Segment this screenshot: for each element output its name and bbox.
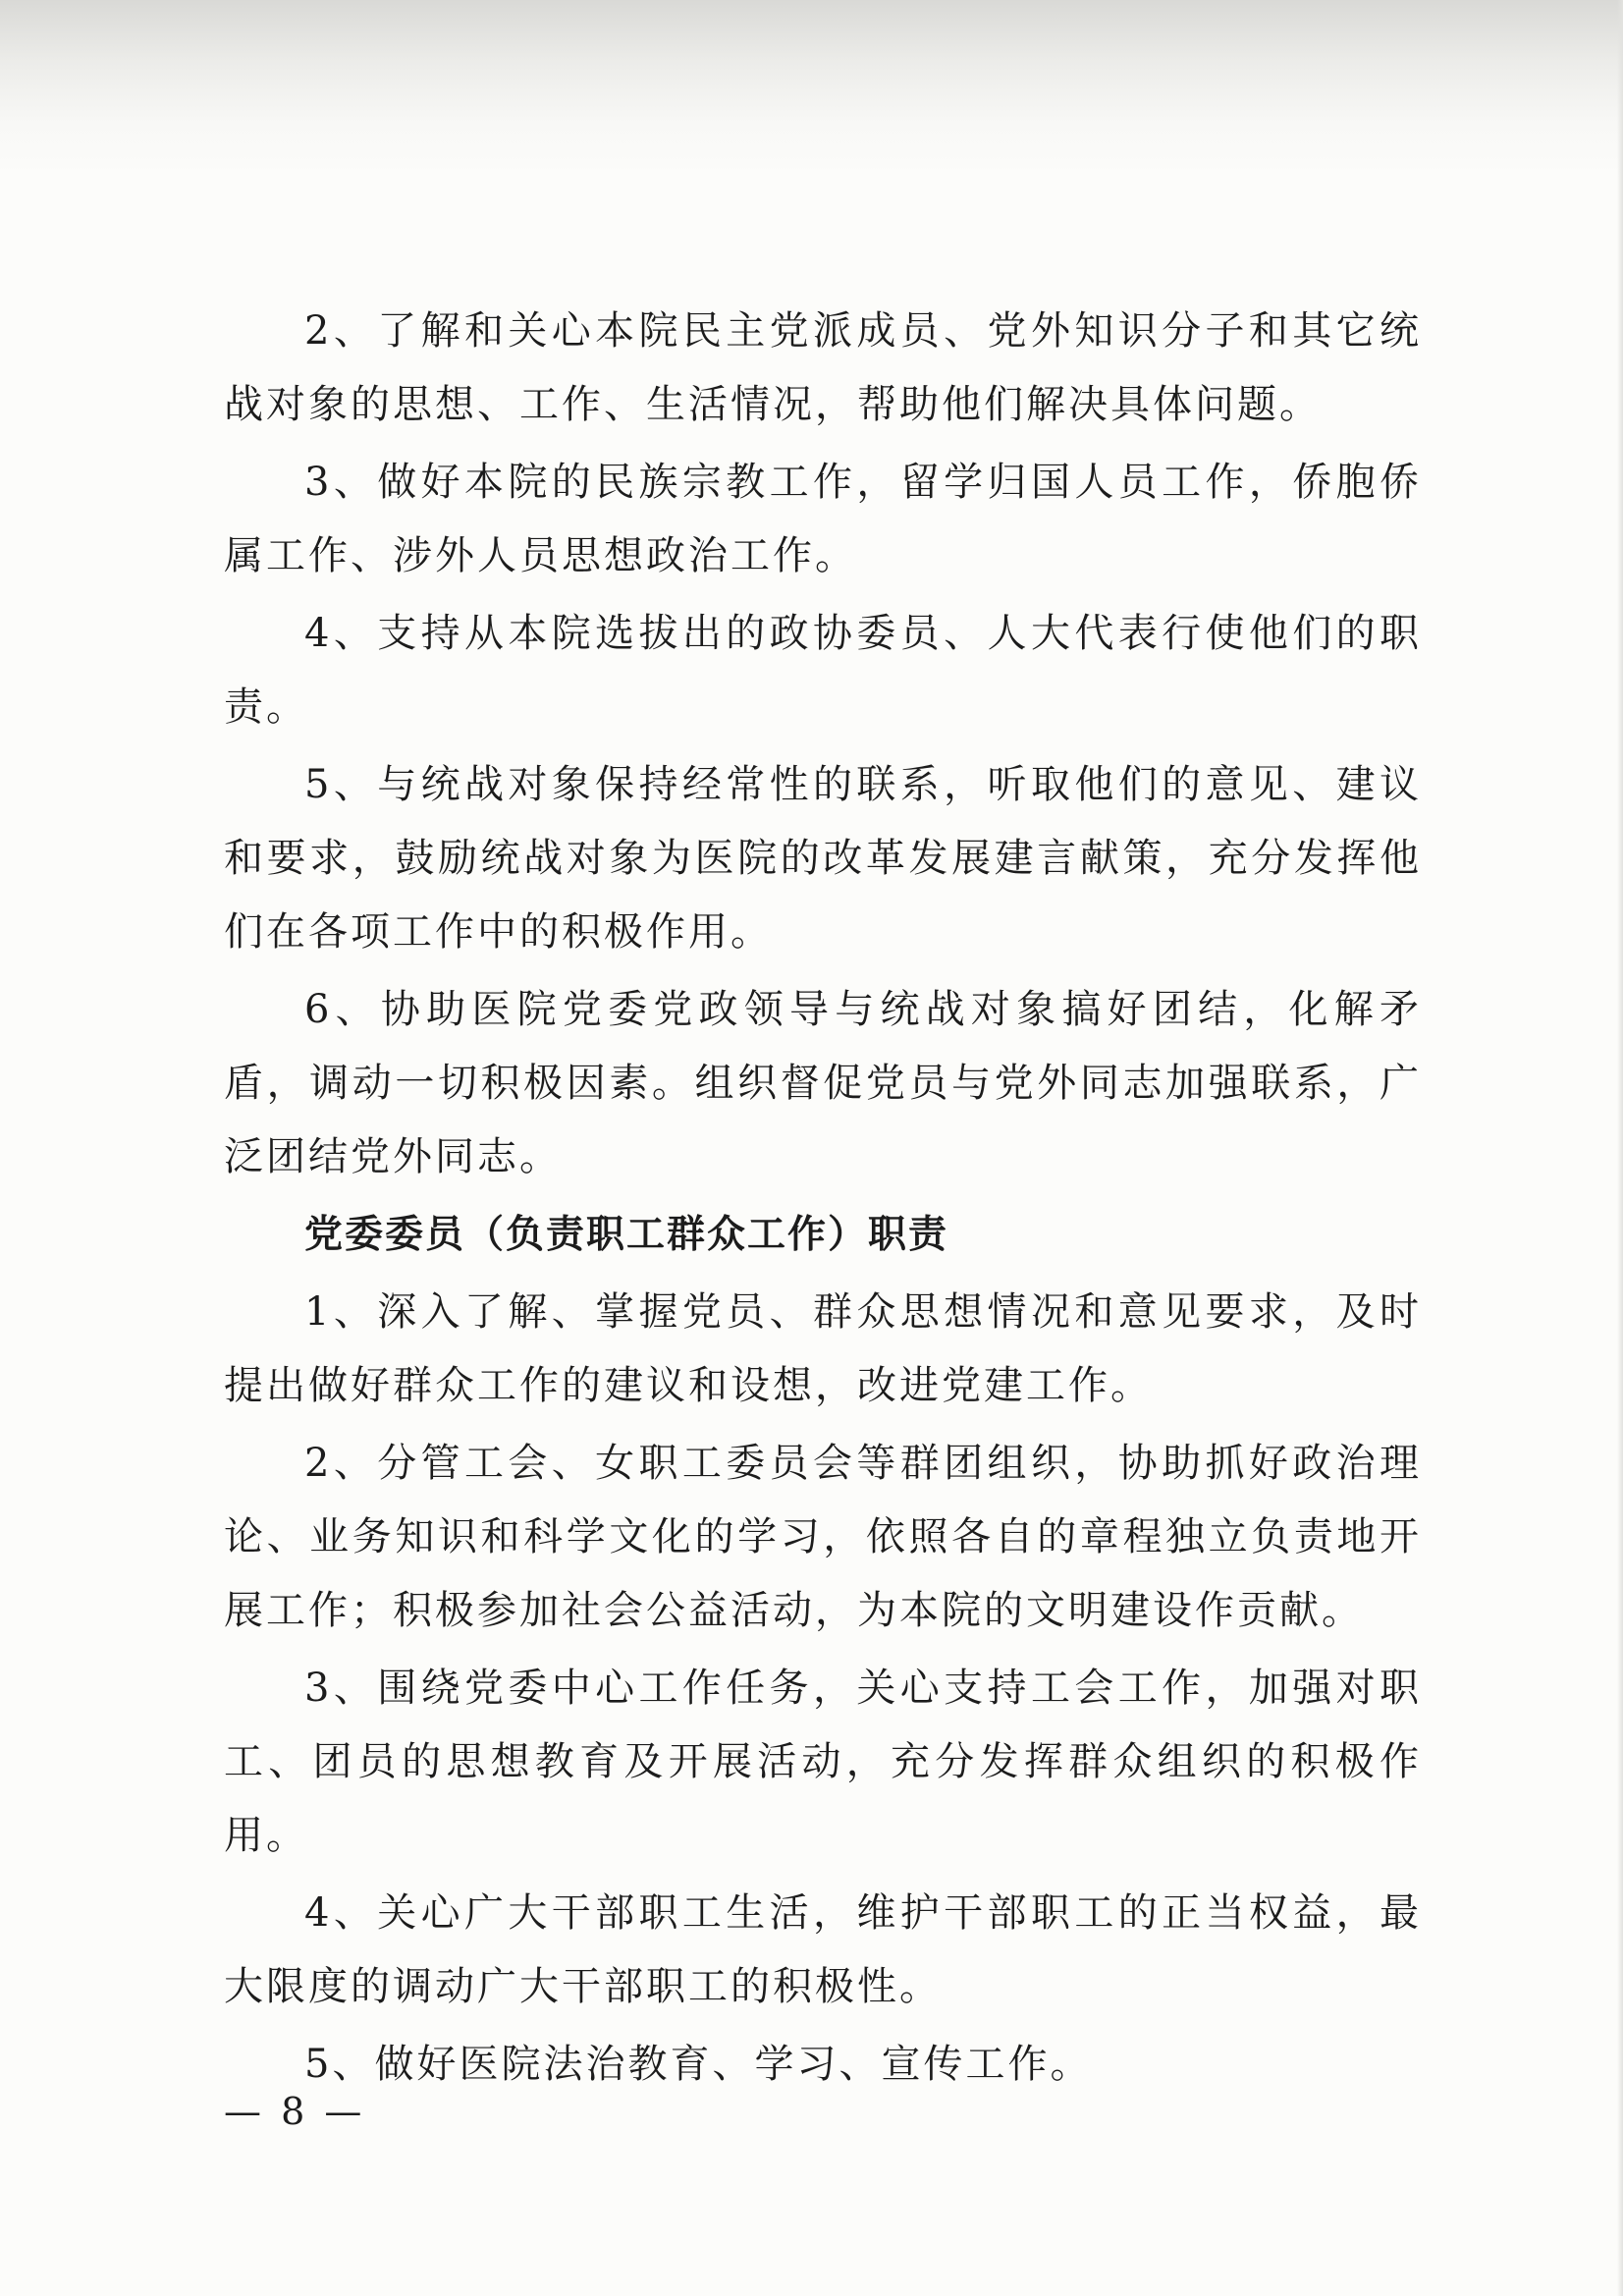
duty-item-4: 4、关心广大干部职工生活，维护干部职工的正当权益，最大限度的调动广大干部职工的积极性。 — [224, 1890, 1422, 2009]
duty-item-1: 1、深入了解、掌握党员、群众思想情况和意见要求，及时提出做好群众工作的建议和设想，改进党建工作。 — [224, 1289, 1422, 1408]
paragraph-item-4: 4、支持从本院选拔出的政协委员、人大代表行使他们的职责。 — [224, 611, 1422, 730]
section-title: 党委委员（负责职工群众工作）职责 — [304, 1213, 949, 1257]
scan-shadow — [0, 0, 1623, 177]
scan-edge — [1617, 0, 1623, 2296]
page-number: — 8 — — [224, 2090, 366, 2133]
document-body — [224, 295, 1422, 2105]
duty-item-5: 5、做好医院法治教育、学习、宣传工作。 — [304, 2042, 1093, 2087]
paragraph-item-6: 6、协助医院党委党政领导与统战对象搞好团结，化解矛盾，调动一切积极因素。组织督促党员与党外同志加强联系，广泛团结党外同志。 — [224, 987, 1422, 1179]
paragraph-item-2: 2、了解和关心本院民主党派成员、党外知识分子和其它统战对象的思想、工作、生活情况，帮助他们解决具体问题。 — [224, 308, 1422, 427]
paragraph-item-5: 5、与统战对象保持经常性的联系，听取他们的意见、建议和要求，鼓励统战对象为医院的改革发展建言献策，充分发挥他们在各项工作中的积极作用。 — [224, 762, 1422, 955]
paragraph-item-3: 3、做好本院的民族宗教工作，留学归国人员工作，侨胞侨属工作、涉外人员思想政治工作。 — [224, 460, 1422, 578]
duty-item-2: 2、分管工会、女职工委员会等群团组织，协助抓好政治理论、业务知识和科学文化的学习，依照各自的章程独立负责地开展工作；积极参加社会公益活动，为本院的文明建设作贡献。 — [224, 1441, 1422, 1633]
duty-item-3: 3、围绕党委中心工作任务，关心支持工会工作，加强对职工、团员的思想教育及开展活动，充分发挥群众组织的积极作用。 — [224, 1666, 1422, 1858]
